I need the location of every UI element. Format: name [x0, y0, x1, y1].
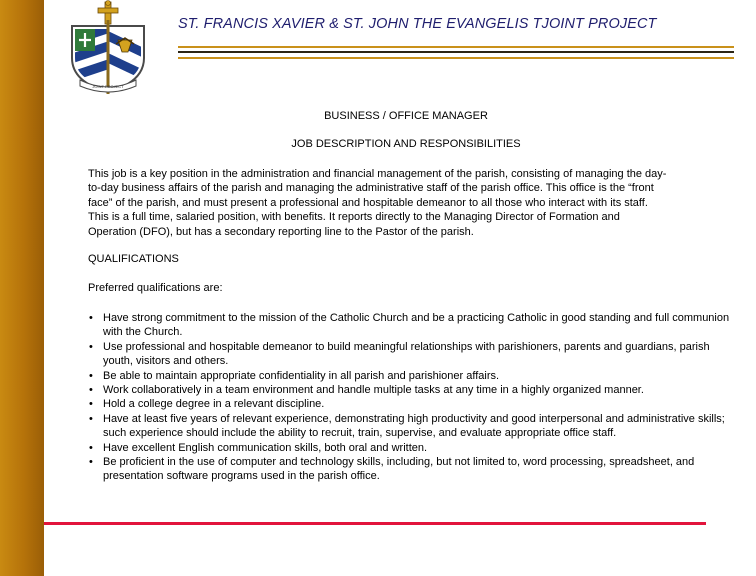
list-item-text: Use professional and hospitable demeanor to build meaningful relationships with parishioners, parents and guardians, parish youth, visitors and others.: [103, 340, 710, 368]
list-item-text: Have strong commitment to the mission of the Catholic Church and be a practicing Catholic in good standing and full communion with the Church.: [103, 312, 730, 339]
intro-line: face” of the parish, and must present a professional and hospitable demeanor to all those who interact with its staff.: [88, 196, 648, 209]
bullet-icon: •: [89, 369, 93, 382]
intro-line: This is a full time, salaried position, with benefits. It reports directly to the Managing Director of Formation and: [88, 211, 620, 224]
list-item: [88, 412, 736, 441]
list-item-text: Be able to maintain appropriate confidentiality in all parish and parishioner affairs.: [103, 369, 500, 382]
bullet-icon: •: [89, 456, 93, 469]
list-item-text: Be proficient in the use of computer and technology skills, including, but not limited to, word processing, spreadsheet, and presentation software programs used in the parish office.: [103, 456, 695, 483]
bullet-icon: •: [89, 398, 93, 411]
header-rule-gold-top: [178, 46, 734, 48]
document-title: BUSINESS / OFFICE MANAGER: [324, 110, 488, 122]
bullet-icon: •: [89, 384, 93, 397]
qualifications-heading: QUALIFICATIONS: [88, 253, 179, 265]
list-item: [88, 397, 736, 411]
header-rule-dark: [178, 51, 734, 53]
intro-line: This job is a key position in the administration and financial management of the parish, consisting of managing the day-: [88, 168, 667, 180]
qualifications-list: [88, 311, 736, 484]
intro-paragraph: [88, 167, 728, 239]
bullet-icon: •: [89, 312, 93, 324]
parish-crest-logo: [58, 0, 158, 96]
intro-line: Operation (DFO), but has a secondary reporting line to the Pastor of the parish.: [88, 225, 474, 238]
list-item-text: Work collaboratively in a team environment and handle multiple tasks at any time in a highly organized manner.: [103, 384, 644, 397]
list-item: [88, 369, 736, 383]
list-item-text: Hold a college degree in a relevant discipline.: [103, 398, 325, 411]
document-subtitle: JOB DESCRIPTION AND RESPONSIBILITIES: [291, 138, 521, 150]
header-title: ST. FRANCIS XAVIER & ST. JOHN THE EVANGELIS TJOINT PROJECT: [178, 16, 657, 32]
list-item: [88, 340, 736, 369]
list-item-text: Have at least five years of relevant experience, demonstrating high productivity and good interpersonal and administrative skills; such experience should include the ability to recruit, train, supervise, and evaluate appropriate office staff.: [103, 412, 725, 440]
bullet-icon: •: [89, 441, 93, 454]
header-rule-gold-bottom: [178, 57, 734, 59]
intro-line: to-day business affairs of the parish and managing the administrative staff of the parish office. This office is the “front: [88, 182, 654, 195]
footer-rule: [44, 522, 706, 525]
list-item: [88, 383, 736, 397]
list-item: [88, 455, 736, 484]
list-item: [88, 441, 736, 455]
preferred-intro: Preferred qualifications are:: [88, 282, 223, 294]
list-item: [88, 311, 736, 340]
bullet-icon: •: [89, 412, 93, 425]
svg-text:JOINT PROJECT: JOINT PROJECT: [92, 84, 124, 89]
left-decorative-bar: [0, 0, 44, 576]
bullet-icon: •: [89, 340, 93, 353]
list-item-text: Have excellent English communication skills, both oral and written.: [103, 441, 428, 454]
